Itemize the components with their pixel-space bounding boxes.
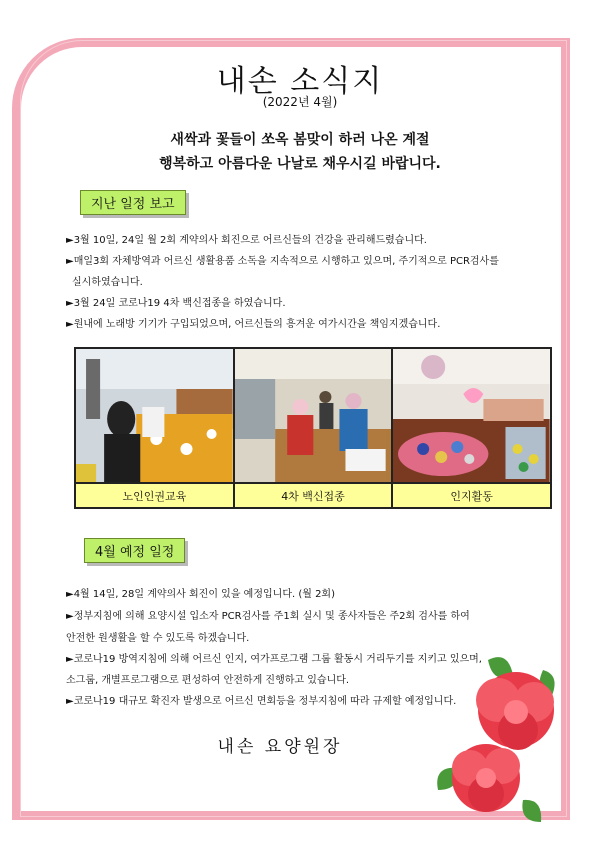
upcoming-line-1: ►4월 14일, 28일 계약의사 회진이 있을 예정입니다. (월 2회): [66, 589, 335, 600]
photo-cell-3: [393, 349, 550, 507]
signature: 내손 요양원장: [217, 737, 343, 757]
past-line-4: ►3월 24일 코로나19 4차 백신접종을 하였습니다.: [66, 298, 286, 309]
cognitive-activity-photo: [393, 349, 550, 484]
vaccination-photo: [235, 349, 392, 484]
photo-cell-1: [76, 349, 235, 507]
past-line-2: ►매일3회 자체방역과 어르신 생활용품 소독을 지속적으로 시행하고 있으며, 주기적으로 PCR검사를: [66, 256, 499, 267]
greeting-line-2: 행복하고 아름다운 나날로 채우시길 바랍니다.: [159, 156, 441, 172]
carnation-flowers: [428, 650, 570, 830]
greeting-line-1: 새싹과 꽃들이 쏘옥 봄맞이 하러 나온 계절: [170, 132, 430, 148]
human-rights-education-photo: [76, 349, 233, 484]
past-schedule-heading: 지난 일정 보고: [80, 190, 186, 215]
upcoming-schedule-heading: 4월 예정 일정: [84, 538, 185, 563]
newsletter-title: 내손 소식지: [216, 64, 384, 99]
upcoming-line-4: ►코로나19 방역지침에 의해 어르신 인지, 여가프로그램 그룹 활동시 거리두기를 지키고 있으며,: [66, 654, 482, 665]
newsletter-date: (2022년 4월): [262, 95, 338, 109]
upcoming-line-5: 소그룹, 개별프로그램으로 편성하여 안전하게 진행하고 있습니다.: [66, 675, 350, 686]
upcoming-line-3: 안전한 원생활을 할 수 있도록 하겠습니다.: [66, 633, 250, 644]
photo-caption-2: 4차 백신접종: [235, 484, 392, 507]
past-line-3: 실시하였습니다.: [72, 277, 143, 288]
past-line-1: ►3월 10일, 24일 월 2회 계약의사 회진으로 어르신들의 건강을 관리해드렸습니다.: [66, 235, 427, 246]
photo-cell-2: [235, 349, 394, 507]
upcoming-line-6: ►코로나19 대규모 확진자 발생으로 어르신 면회등을 정부지침에 따라 규제할 예정입니다.: [66, 696, 457, 707]
photo-caption-3: 인지활동: [393, 484, 550, 507]
photo-table: [74, 347, 552, 509]
past-line-5: ►원내에 노래방 기기가 구입되었으며, 어르신들의 흥겨운 여가시간을 책임지겠습니다.: [66, 319, 441, 330]
photo-caption-1: 노인인권교육: [76, 484, 233, 507]
upcoming-line-2: ►정부지침에 의해 요양시설 입소자 PCR검사를 주1회 실시 및 종사자들은 주2회 검사를 하여: [66, 611, 470, 622]
